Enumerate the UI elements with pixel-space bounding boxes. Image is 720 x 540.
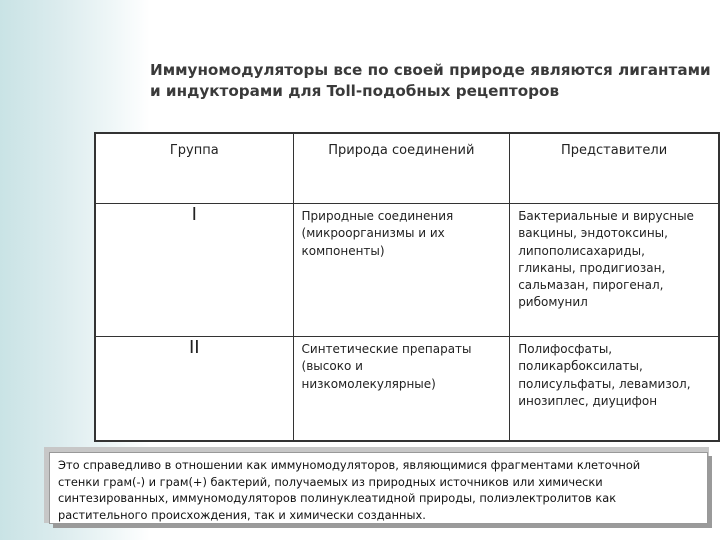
representative-line: инозиплес, диуцифон bbox=[518, 393, 658, 408]
representative-line: липополисахариды, bbox=[518, 243, 645, 258]
group-cell: I bbox=[95, 204, 293, 337]
header-group: Группа bbox=[95, 133, 293, 204]
nature-line: (высоко и bbox=[301, 359, 363, 374]
table-row bbox=[95, 337, 719, 441]
representative-line: поликарбоксилаты, bbox=[518, 359, 643, 374]
nature-line: компоненты) bbox=[301, 243, 385, 258]
nature-line: Синтетические препараты bbox=[301, 342, 472, 356]
nature-line: (микроорганизмы и их bbox=[301, 226, 445, 241]
nature-cell bbox=[293, 204, 510, 337]
note-line: синтезированных, иммуномодуляторов полинуклеатидной природы, полиэлектролитов как bbox=[58, 491, 617, 506]
slide-title-line-1: Иммуномодуляторы все по своей природе являются лигантами bbox=[150, 61, 711, 79]
representative-line: Полифосфаты, bbox=[518, 342, 613, 356]
nature-line: Природные соединения bbox=[301, 209, 454, 223]
note-line: Это справедливо в отношении как иммуномодуляторов, являющимися фрагментами клеточной bbox=[58, 458, 641, 472]
representative-line: Бактериальные и вирусные bbox=[518, 209, 694, 223]
table-row bbox=[95, 204, 719, 337]
immunomodulators-table bbox=[94, 132, 720, 442]
header-nature: Природа соединений bbox=[293, 133, 510, 204]
representative-line: сальмазан, пирогенал, bbox=[518, 278, 664, 293]
representative-line: вакцины, эндотоксины, bbox=[518, 226, 668, 241]
representatives-cell bbox=[510, 337, 719, 441]
header-representatives: Представители bbox=[510, 133, 719, 204]
nature-cell bbox=[293, 337, 510, 441]
note-line: стенки грам(-) и грам(+) бактерий, получаемых из природных источников или химически bbox=[58, 474, 603, 489]
table-header-row bbox=[95, 133, 719, 204]
representatives-cell bbox=[510, 204, 719, 337]
slide-title bbox=[150, 60, 720, 102]
representative-line: рибомунил bbox=[518, 295, 588, 310]
representative-line: полисульфаты, левамизол, bbox=[518, 376, 691, 391]
note-box bbox=[49, 452, 708, 524]
nature-line: низкомолекулярные) bbox=[301, 376, 436, 391]
slide-title-line-2: и индукторами для Toll-подобных рецепторов bbox=[150, 82, 560, 100]
note-line: растительного происхождения, так и химически созданных. bbox=[58, 507, 426, 522]
group-cell: II bbox=[95, 337, 293, 441]
representative-line: гликаны, продигиозан, bbox=[518, 260, 666, 275]
